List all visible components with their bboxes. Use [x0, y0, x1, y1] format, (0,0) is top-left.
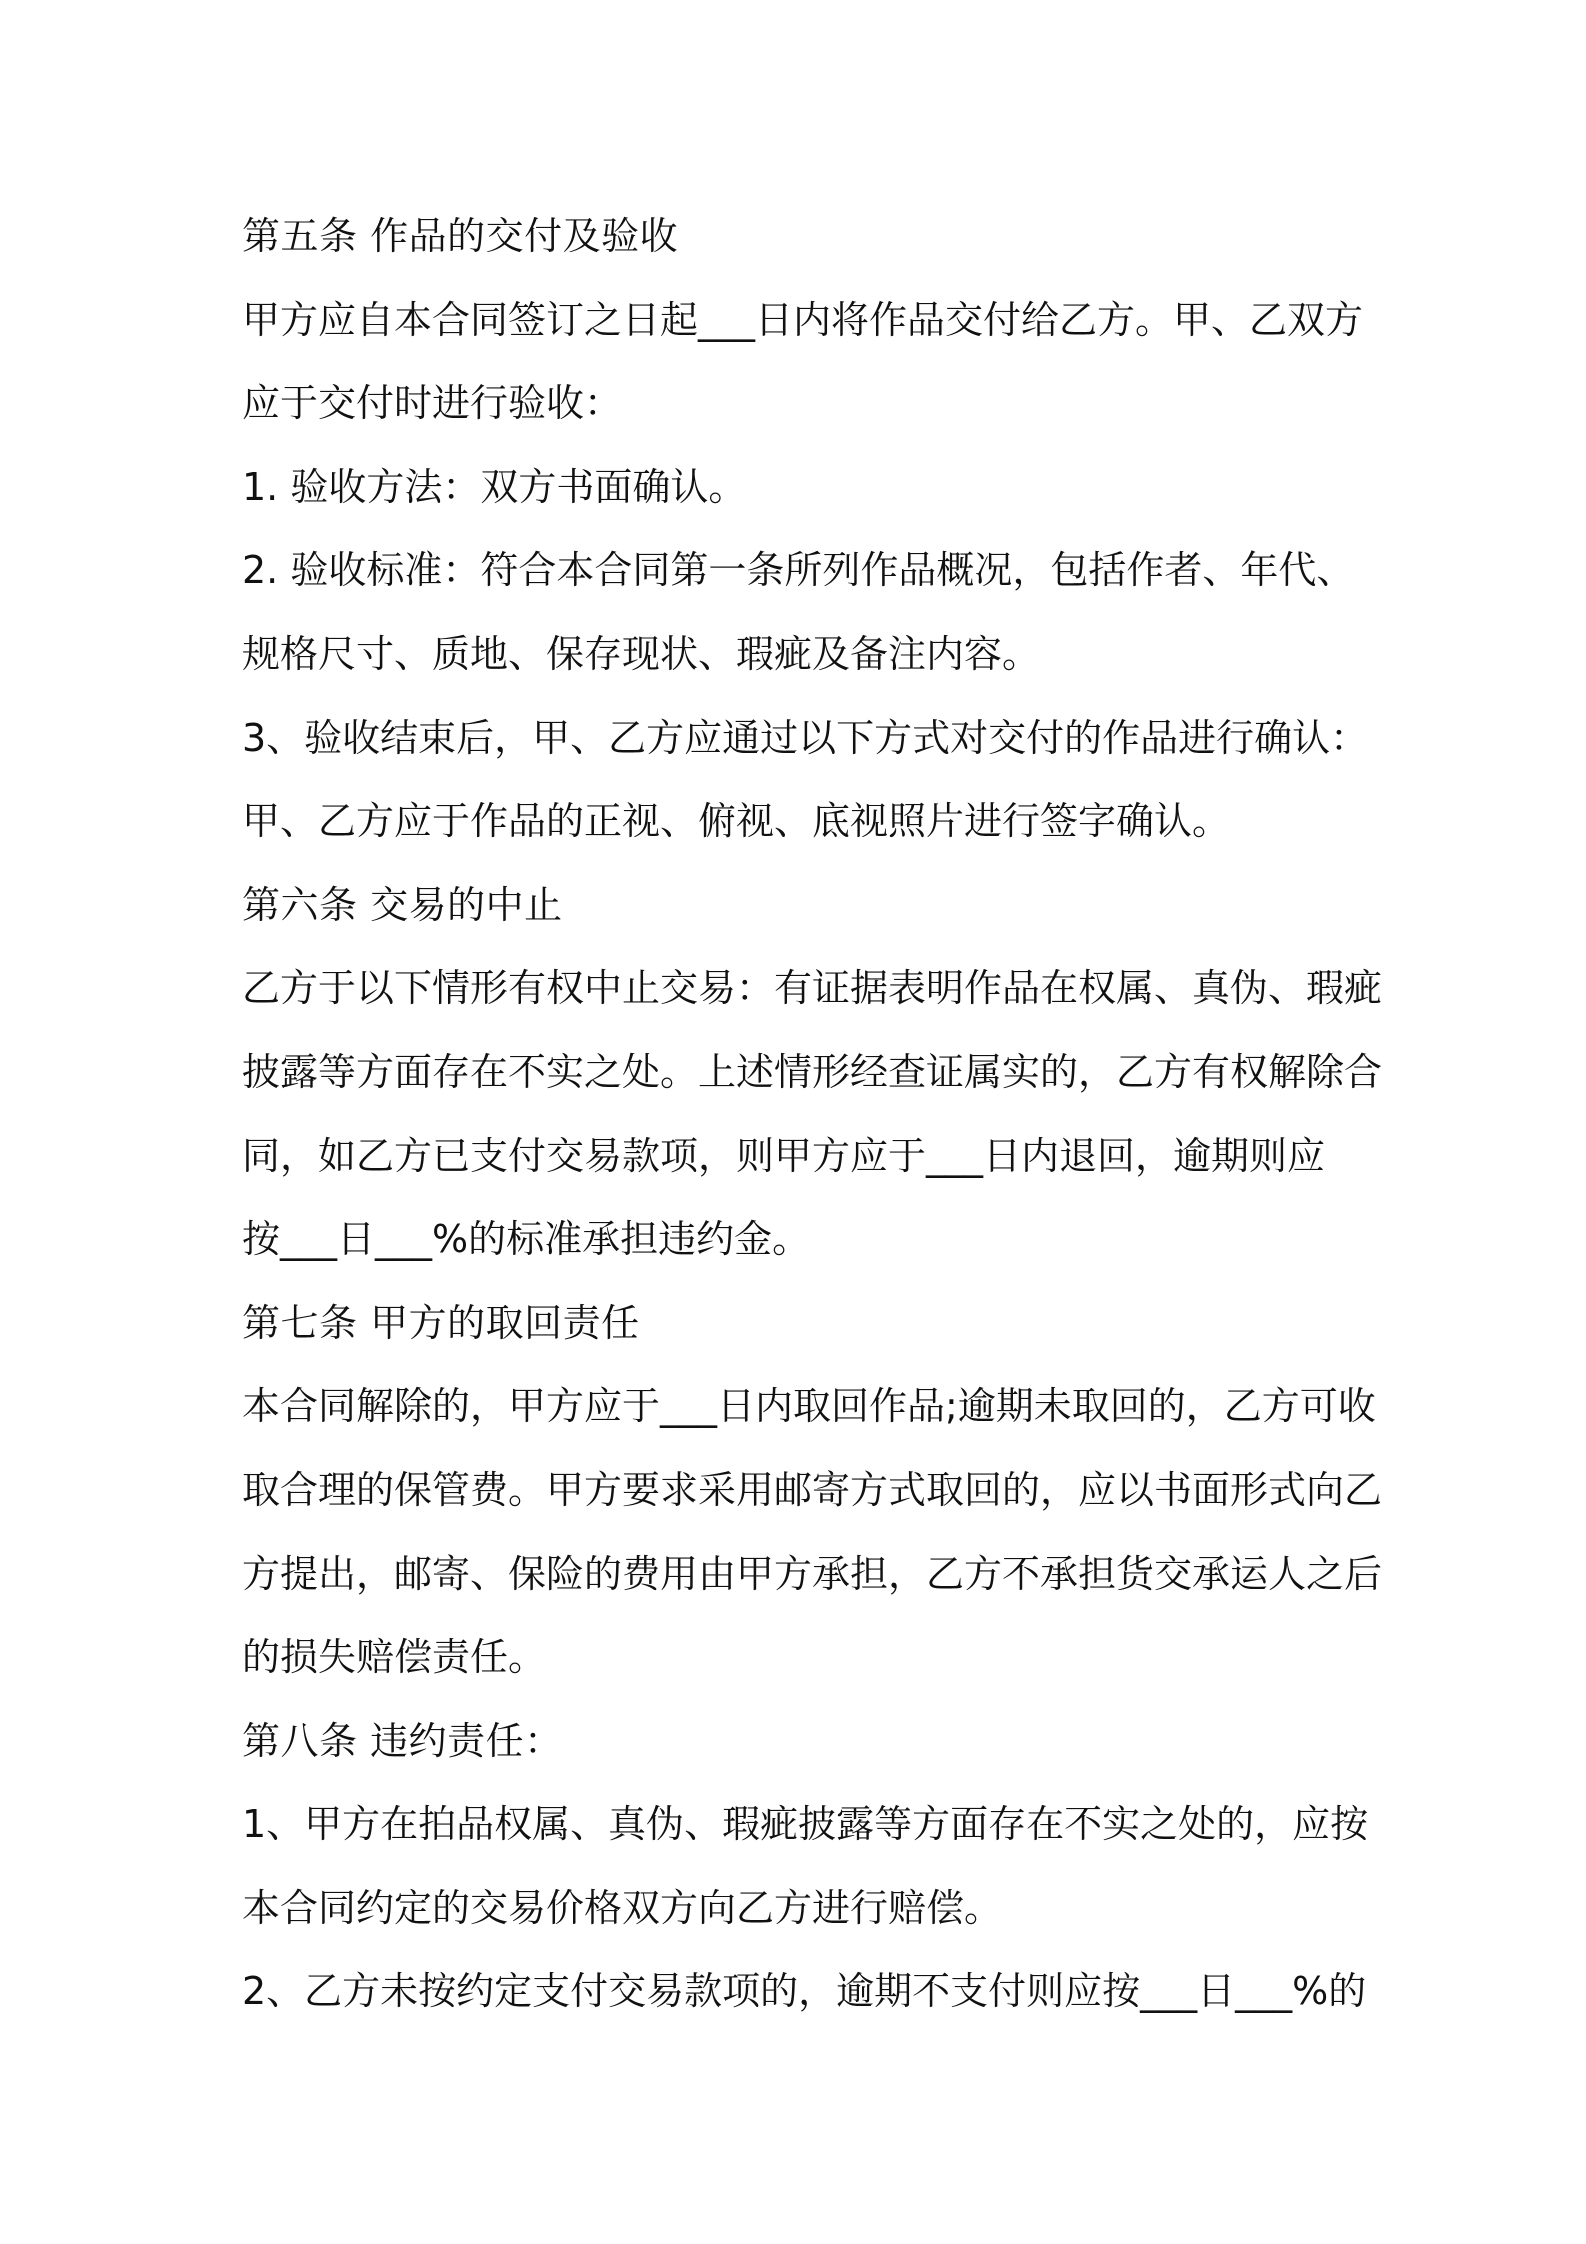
article-6-paragraph-line-1: 乙方于以下情形有权中止交易：有证据表明作品在权属、真伪、瑕疵: [242, 966, 1383, 1011]
article-5-heading: 第五条 作品的交付及验收: [242, 214, 679, 258]
article-5-paragraph-line-2: 应于交付时进行验收：: [242, 381, 623, 426]
article-6-paragraph-line-2: 披露等方面存在不实之处。上述情形经查证属实的，乙方有权解除合: [242, 1049, 1383, 1094]
article-5-item-3-line-2: 甲、乙方应于作品的正视、俯视、底视照片进行签字确认。: [242, 799, 1231, 844]
article-8-item-1-line-1: 1、甲方在拍品权属、真伪、瑕疵披露等方面存在不实之处的，应按: [242, 1802, 1369, 1847]
article-7-paragraph-line-3: 方提出，邮寄、保险的费用由甲方承担，乙方不承担货交承运人之后: [242, 1551, 1383, 1596]
article-5-item-2-line-1: 2. 验收标准：符合本合同第一条所列作品概况，包括作者、年代、: [242, 548, 1355, 593]
article-7-paragraph-line-2: 取合理的保管费。甲方要求采用邮寄方式取回的，应以书面形式向乙: [242, 1467, 1383, 1512]
article-7-heading: 第七条 甲方的取回责任: [242, 1300, 640, 1345]
article-5-item-3-line-1: 3、验收结束后，甲、乙方应通过以下方式对交付的作品进行确认：: [242, 715, 1369, 760]
article-6-paragraph-line-3: 同，如乙方已支付交易款项，则甲方应于___日内退回，逾期则应: [242, 1133, 1326, 1178]
article-7-paragraph-line-1: 本合同解除的，甲方应于___日内取回作品;逾期未取回的，乙方可收: [242, 1384, 1376, 1429]
article-5-item-2-line-2: 规格尺寸、质地、保存现状、瑕疵及备注内容。: [242, 631, 1041, 676]
article-6-heading: 第六条 交易的中止: [242, 882, 563, 927]
article-8-item-1-line-2: 本合同约定的交易价格双方向乙方进行赔偿。: [242, 1885, 1003, 1930]
article-6-paragraph-line-4: 按___日___%的标准承担违约金。: [242, 1217, 811, 1262]
article-8-heading: 第八条 违约责任：: [242, 1718, 563, 1763]
document-body: [242, 195, 1383, 2034]
article-5-paragraph-line-1: 甲方应自本合同签订之日起___日内将作品交付给乙方。甲、乙双方: [242, 297, 1364, 342]
article-8-item-2-line-1: 2、乙方未按约定支付交易款项的，逾期不支付则应按___日___%的: [242, 1969, 1367, 2014]
article-5-item-1: 1. 验收方法：双方书面确认。: [242, 464, 747, 509]
article-7-paragraph-line-4: 的损失赔偿责任。: [242, 1635, 547, 1680]
